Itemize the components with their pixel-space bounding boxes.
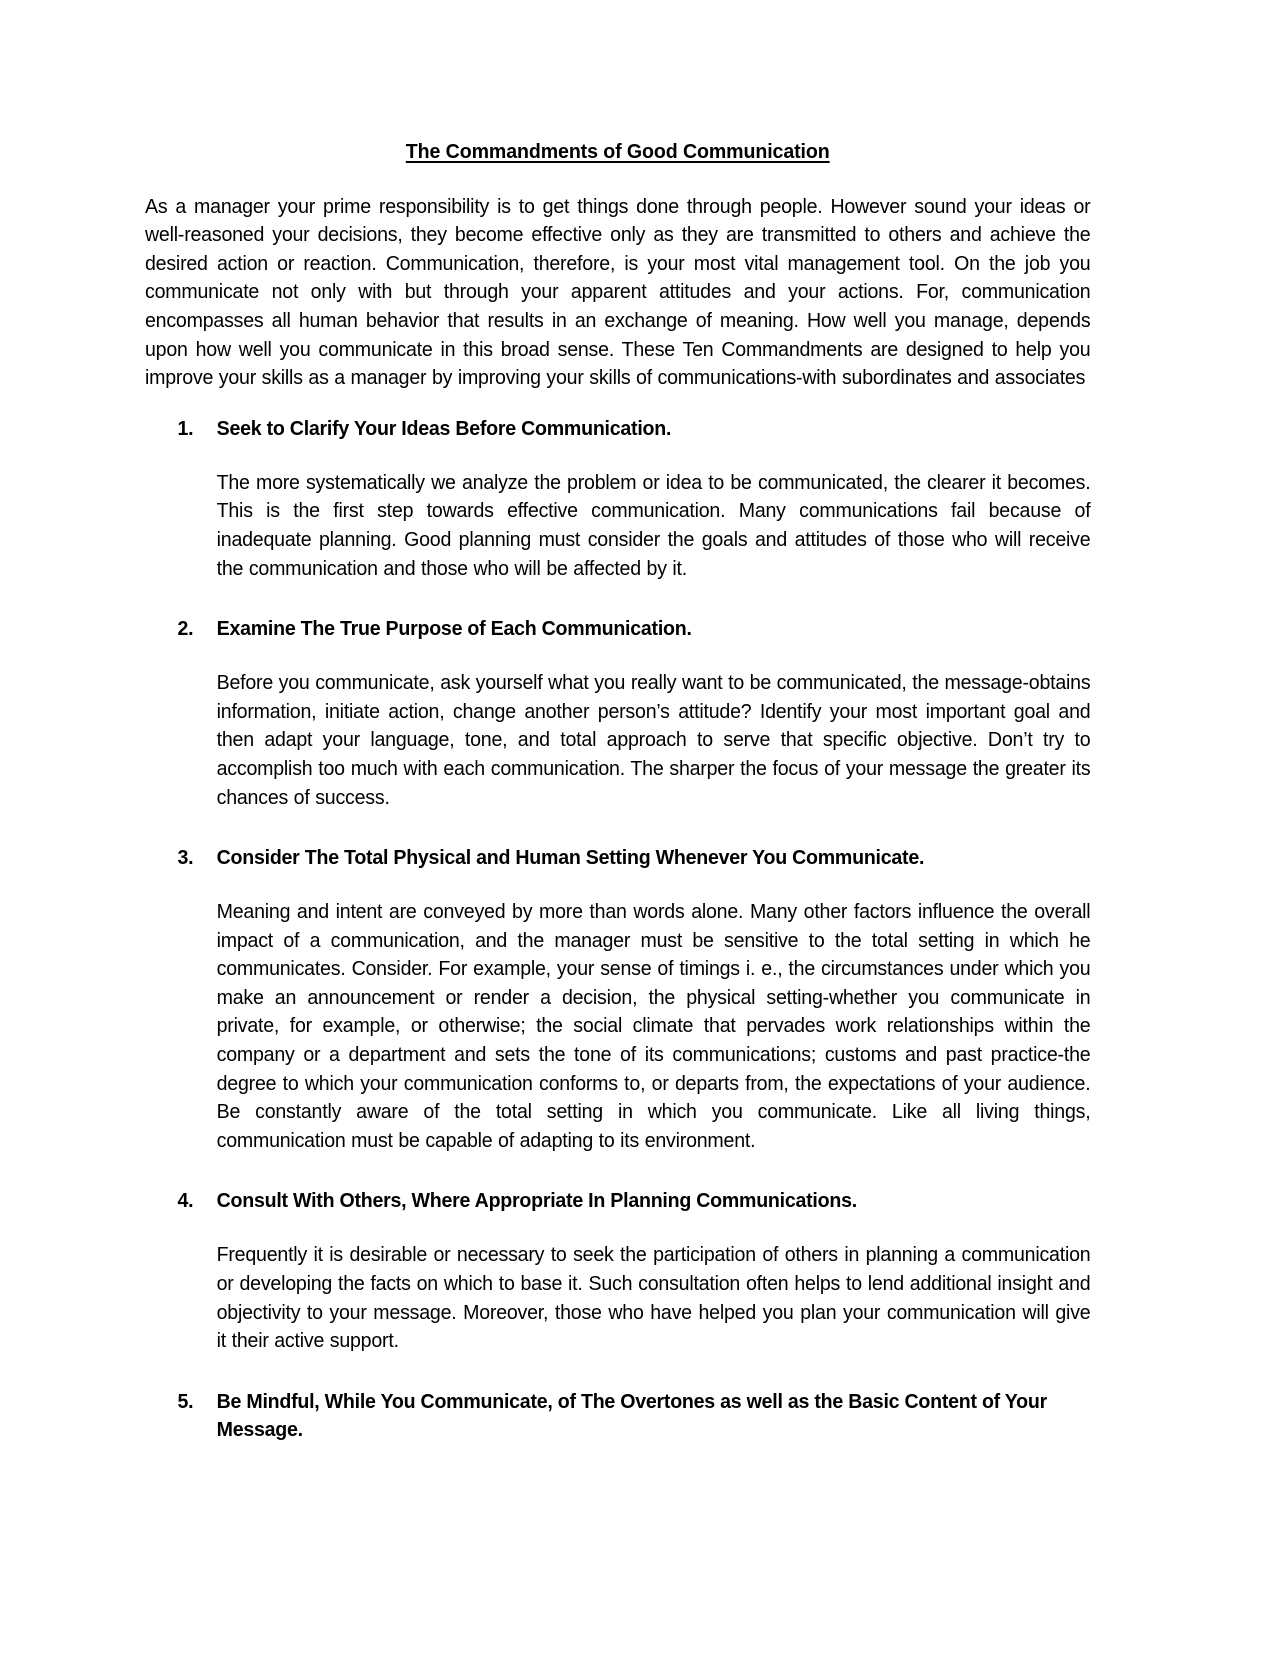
commandment-heading [177,1388,1091,1444]
commandment-body: Before you communicate, ask yourself what you really want to be communicated, the message-obtains information, initiate action, change another person’s attitude? Identify your most important goal and then adapt your language, tone, and total approach to serve that specific objective. Don’t try to accomplish too much with each communication. The sharper the focus of your message the greater its chances of success. [216,671,1091,809]
commandment-number: 3. [177,846,194,870]
document-body [145,140,1090,1444]
commandment-heading [177,844,1091,872]
commandment-body: Frequently it is desirable or necessary to seek the participation of others in planning a communication or developing the facts on which to base it. Such consultation often helps to lend additional insight and objectivity to your message. Moreover, those who have helped you plan your communication will give it their active support. [216,1243,1091,1353]
commandment-heading-text: Consult With Others, Where Appropriate In Planning Communications. [216,1189,857,1213]
list-item [145,1388,1090,1444]
commandment-heading [177,1187,1091,1215]
commandment-body: Meaning and intent are conveyed by more than words alone. Many other factors influence the overall impact of a communication, and the manager must be sensitive to the total setting in which he communicates. Consider. For example, your sense of timings i. e., the circumstances under which you make an announcement or render a decision, the physical setting-whether you communicate in private, for example, or otherwise; the social climate that pervades work relationships within the company or a department and sets the tone of its communications; customs and past practice-the degree to which your communication conforms to, or departs from, the expectations of your audience. Be constantly aware of the total setting in which you communicate. Like all living things, communication must be capable of adapting to its environment. [216,900,1091,1152]
list-item [145,415,1090,583]
commandment-heading [177,615,1091,643]
commandment-heading-text: Be Mindful, While You Communicate, of The Overtones as well as the Basic Content of Your Message. [216,1389,1047,1441]
commandment-heading [177,415,1091,443]
commandments-list [145,415,1090,1444]
commandment-body: The more systematically we analyze the problem or idea to be communicated, the clearer it becomes. This is the first step towards effective communication. Many communications fail because of inadequate planning. Good planning must consider the goals and attitudes of those who will receive the communication and those who will be affected by it. [216,470,1091,580]
commandment-heading-text: Seek to Clarify Your Ideas Before Communication. [216,416,672,440]
page-title: The Commandments of Good Communication [405,140,830,163]
commandment-number: 1. [177,416,194,440]
intro-paragraph: As a manager your prime responsibility is to get things done through people. However sound your ideas or well-reasoned your decisions, they become effective only as they are transmitted to others and achieve the desired action or reaction. Communication, therefore, is your most vital management tool. On the job you communicate not only with but through your apparent attitudes and your actions. For, communication encompasses all human behavior that results in an exchange of meaning. How well you manage, depends upon how well you communicate in this broad sense. These Ten Commandments are designed to help you improve your skills as a manager by improving your skills of communications-with subordinates and associates [145,194,1091,390]
list-item [145,844,1090,1155]
commandment-number: 4. [177,1189,194,1213]
commandment-number: 2. [177,617,194,641]
commandment-heading-text: Examine The True Purpose of Each Communication. [216,617,692,641]
commandment-number: 5. [177,1389,194,1413]
list-item [145,615,1090,812]
list-item [145,1187,1090,1355]
commandment-heading-text: Consider The Total Physical and Human Setting Whenever You Communicate. [216,846,925,870]
